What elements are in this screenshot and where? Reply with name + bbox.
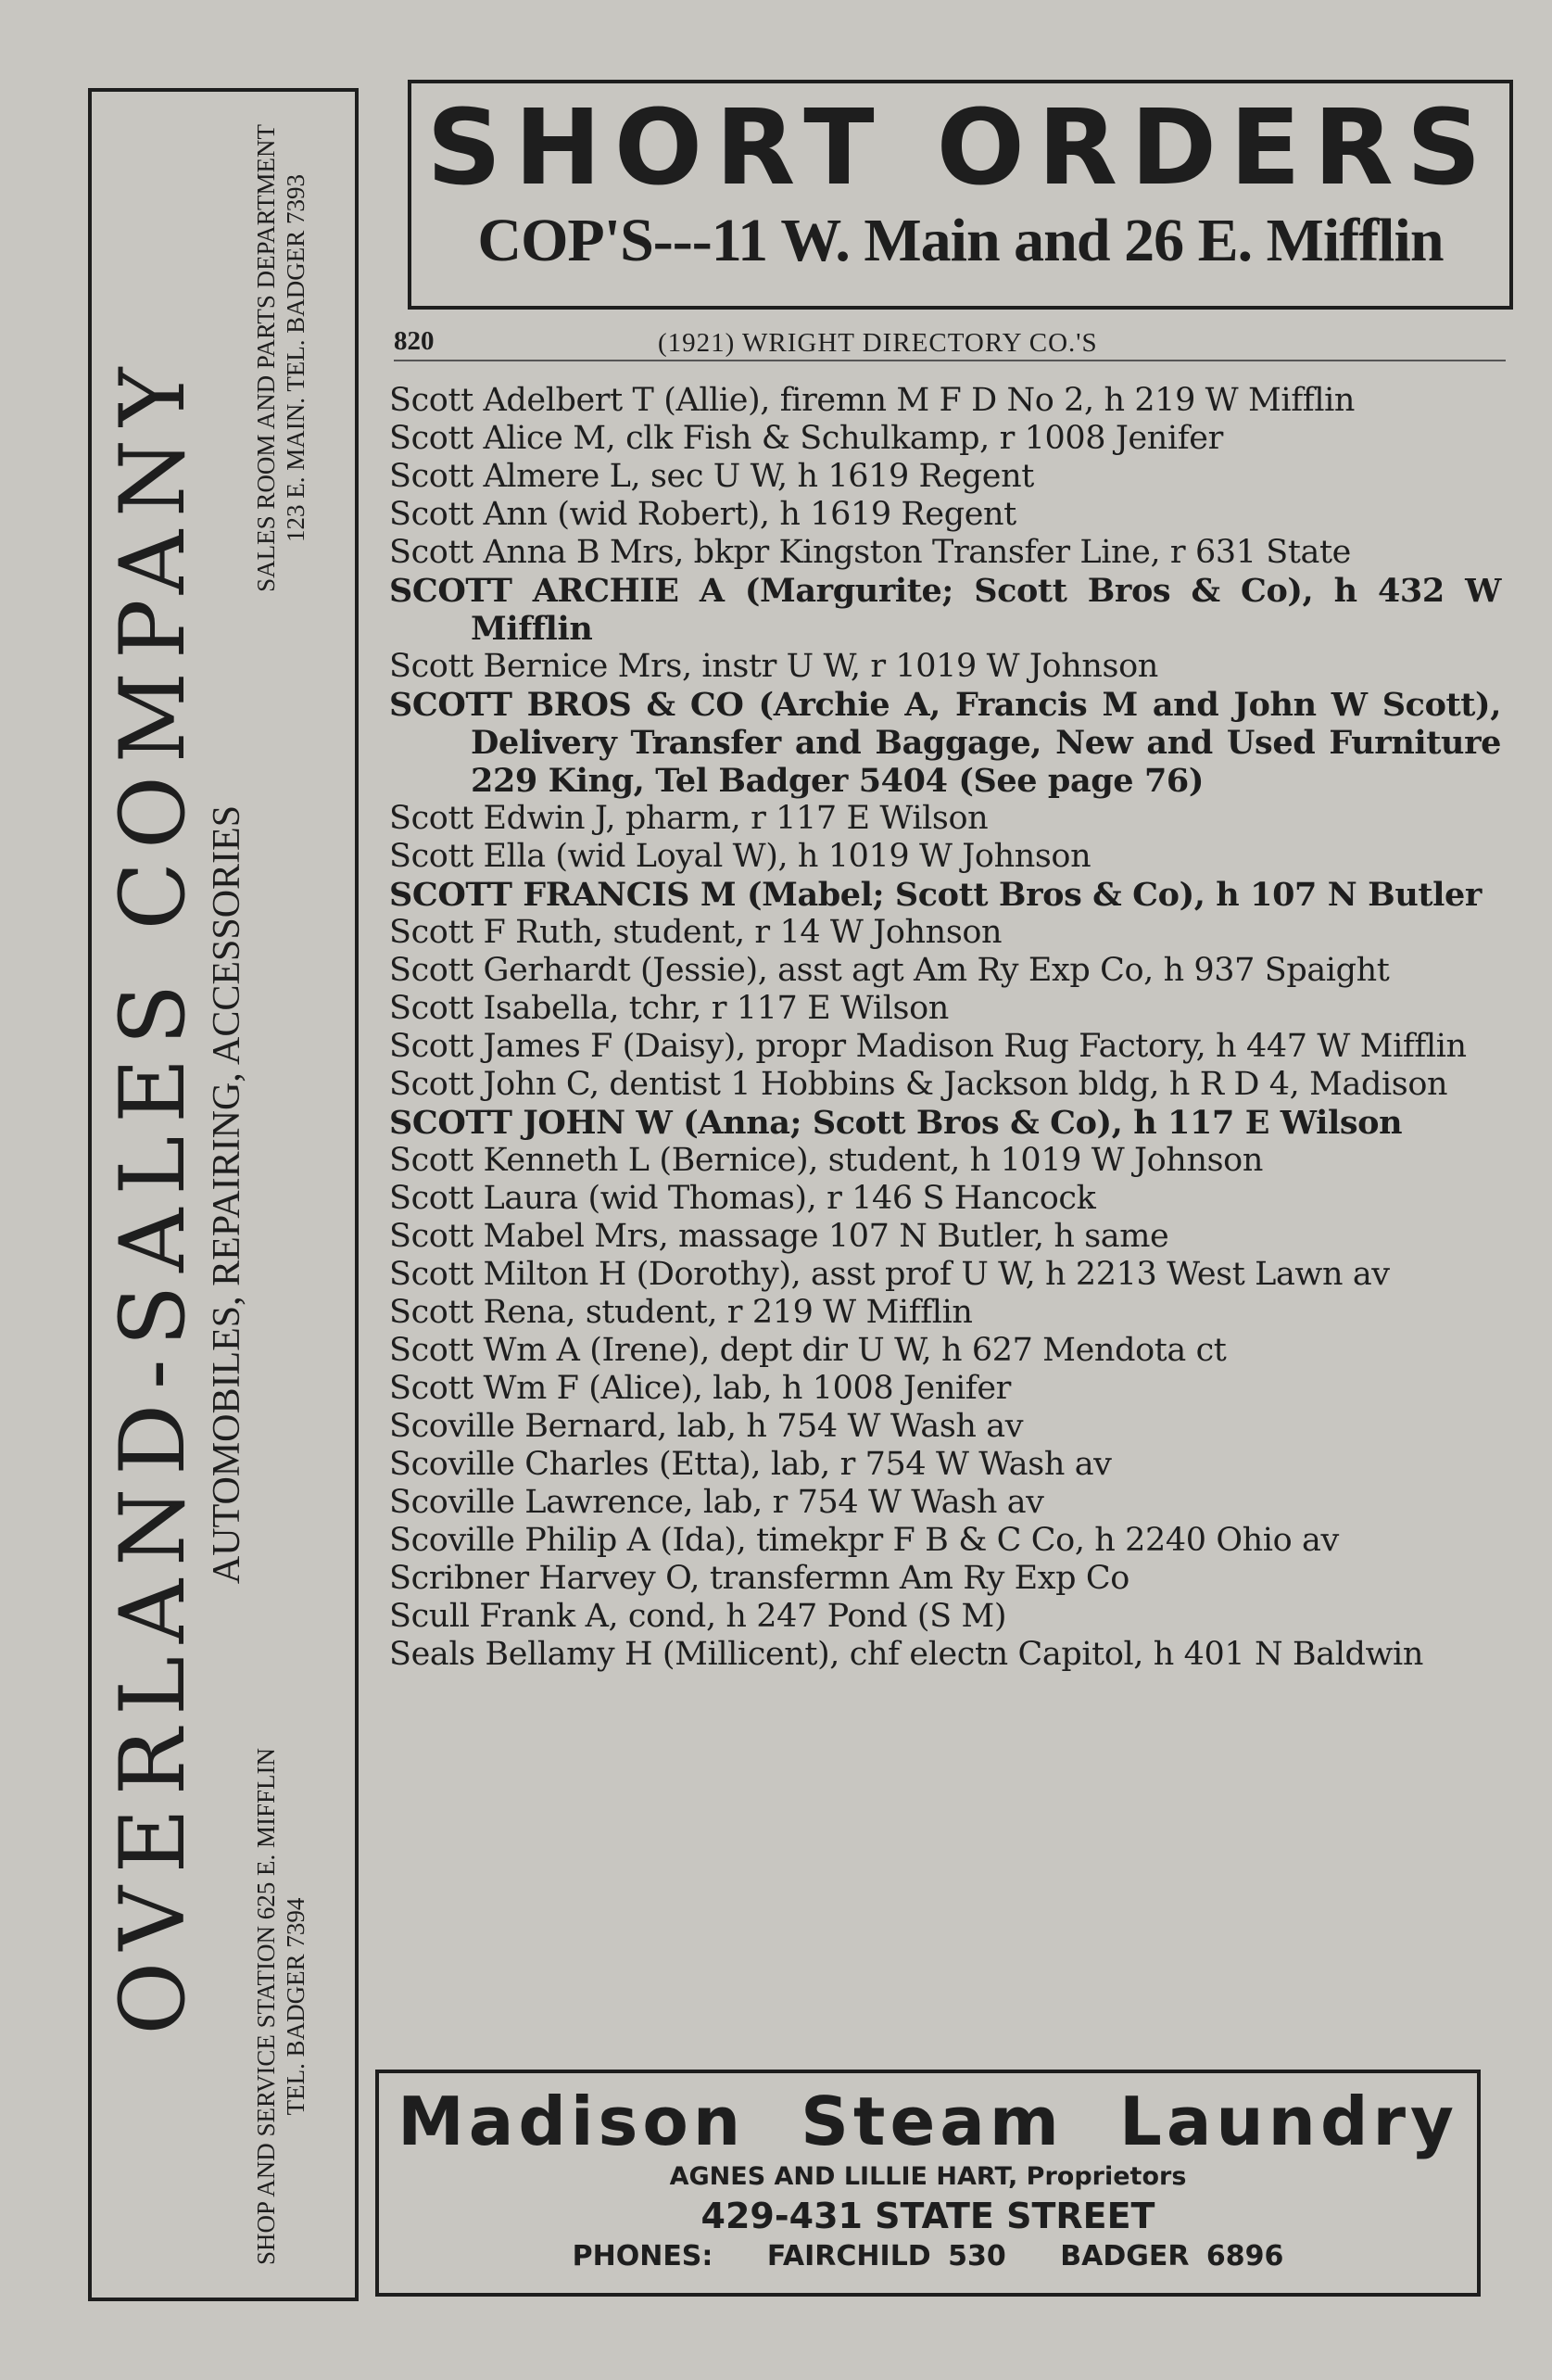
directory-entry: SCOTT JOHN W (Anna; Scott Bros & Co), h 117 E Wilson xyxy=(389,1104,1403,1142)
laundry-phone-badger: BADGER 6896 xyxy=(1060,2240,1284,2272)
ad-sales-line2: 123 E. MAIN. TEL. BADGER 7393 xyxy=(282,173,309,542)
ad-services: AUTOMOBILES, REPAIRING, ACCESSORIES xyxy=(206,804,248,1585)
directory-entry: Scott Milton H (Dorothy), asst prof U W, h 2213 West Lawn av xyxy=(389,1256,1390,1293)
directory-entry: Scoville Philip A (Ida), timekpr F B & C Co, h 2240 Ohio av xyxy=(389,1522,1339,1559)
directory-entry: Scott Anna B Mrs, bkpr Kingston Transfer Line, r 631 State xyxy=(389,534,1351,571)
directory-entry: Scull Frank A, cond, h 247 Pond (S M) xyxy=(389,1598,1007,1635)
running-title: (1921) WRIGHT DIRECTORY CO.'S xyxy=(658,328,1098,358)
directory-entry: Scott Mabel Mrs, massage 107 N Butler, h same xyxy=(389,1218,1169,1255)
ad-shop-info xyxy=(251,1748,310,2265)
directory-entry: Scott Ann (wid Robert), h 1619 Regent xyxy=(389,496,1016,533)
ad-sales-line1: SALES ROOM AND PARTS DEPARTMENT xyxy=(252,124,280,592)
directory-entry: SCOTT BROS & CO (Archie A, Francis M and John W Scott), Delivery Transfer and Baggage, New and Used Furniture 229 King, Tel Badger 5404 (See page 76) xyxy=(389,686,1501,800)
directory-entry: Scribner Harvey O, transfermn Am Ry Exp Co xyxy=(389,1560,1129,1597)
short-orders-title: SHORT ORDERS xyxy=(426,88,1495,209)
directory-entry: Scott Wm A (Irene), dept dir U W, h 627 Mendota ct xyxy=(389,1332,1227,1369)
directory-entry: Scott Adelbert T (Allie), firemn M F D No 2, h 219 W Mifflin xyxy=(389,382,1356,419)
directory-entry: SCOTT ARCHIE A (Margurite; Scott Bros & Co), h 432 W Mifflin xyxy=(389,572,1501,648)
short-orders-ad xyxy=(408,80,1513,310)
directory-entry: SCOTT FRANCIS M (Mabel; Scott Bros & Co), h 107 N Butler xyxy=(389,876,1482,914)
short-orders-subtitle: COP'S---11 W. Main and 26 E. Mifflin xyxy=(477,207,1444,274)
directory-entry: Scott Edwin J, pharm, r 117 E Wilson xyxy=(389,800,989,837)
directory-entry: Scott Rena, student, r 219 W Mifflin xyxy=(389,1294,973,1331)
laundry-phones-label: PHONES: xyxy=(572,2240,713,2272)
overland-sales-ad xyxy=(88,88,359,2301)
ad-company-name: OVERLAND-SALES COMPANY xyxy=(101,354,205,2035)
directory-entry: Scott Gerhardt (Jessie), asst agt Am Ry Exp Co, h 937 Spaight xyxy=(389,952,1390,989)
directory-entry: Scott John C, dentist 1 Hobbins & Jackson bldg, h R D 4, Madison xyxy=(389,1066,1448,1103)
directory-entry: Scott Almere L, sec U W, h 1619 Regent xyxy=(389,458,1034,495)
laundry-phone-fairchild: FAIRCHILD 530 xyxy=(766,2240,1006,2272)
directory-entry: Scoville Bernard, lab, h 754 W Wash av xyxy=(389,1408,1024,1445)
directory-entry: Scott Bernice Mrs, instr U W, r 1019 W Johnson xyxy=(389,648,1158,685)
directory-entry: Scott Alice M, clk Fish & Schulkamp, r 1008 Jenifer xyxy=(389,420,1223,457)
directory-listings xyxy=(389,382,1501,1674)
ad-shop-line1: SHOP AND SERVICE STATION 625 E. MIFFLIN xyxy=(252,1748,280,2265)
ad-sales-info xyxy=(251,124,310,592)
running-head xyxy=(394,326,1506,361)
laundry-address: 429-431 STATE STREET xyxy=(700,2196,1155,2236)
ad-shop-line2: TEL. BADGER 7394 xyxy=(282,1897,309,2116)
directory-entry: Scott Wm F (Alice), lab, h 1008 Jenifer xyxy=(389,1370,1012,1407)
directory-entry: Scoville Charles (Etta), lab, r 754 W Wash av xyxy=(389,1446,1112,1483)
directory-entry: Scoville Lawrence, lab, r 754 W Wash av xyxy=(389,1484,1044,1521)
page-number: 820 xyxy=(394,326,435,356)
directory-entry: Scott F Ruth, student, r 14 W Johnson xyxy=(389,914,1003,951)
directory-entry: Seals Bellamy H (Millicent), chf electn Capitol, h 401 N Baldwin xyxy=(389,1636,1423,1673)
ad-contact-row xyxy=(251,124,310,2265)
directory-entry: Scott Kenneth L (Bernice), student, h 1019 W Johnson xyxy=(389,1142,1263,1179)
directory-entry: Scott Laura (wid Thomas), r 146 S Hancock xyxy=(389,1180,1096,1217)
directory-entry: Scott James F (Daisy), propr Madison Rug Factory, h 447 W Mifflin xyxy=(389,1028,1467,1065)
directory-entry: Scott Isabella, tchr, r 117 E Wilson xyxy=(389,990,949,1027)
madison-steam-laundry-ad xyxy=(375,2070,1481,2297)
directory-entry: Scott Ella (wid Loyal W), h 1019 W Johnson xyxy=(389,838,1091,875)
overland-sales-ad-content xyxy=(92,96,355,2293)
laundry-proprietors: AGNES AND LILLIE HART, Proprietors xyxy=(669,2162,1187,2191)
laundry-title: Madison Steam Laundry xyxy=(397,2082,1458,2160)
laundry-phones xyxy=(379,2238,1477,2275)
